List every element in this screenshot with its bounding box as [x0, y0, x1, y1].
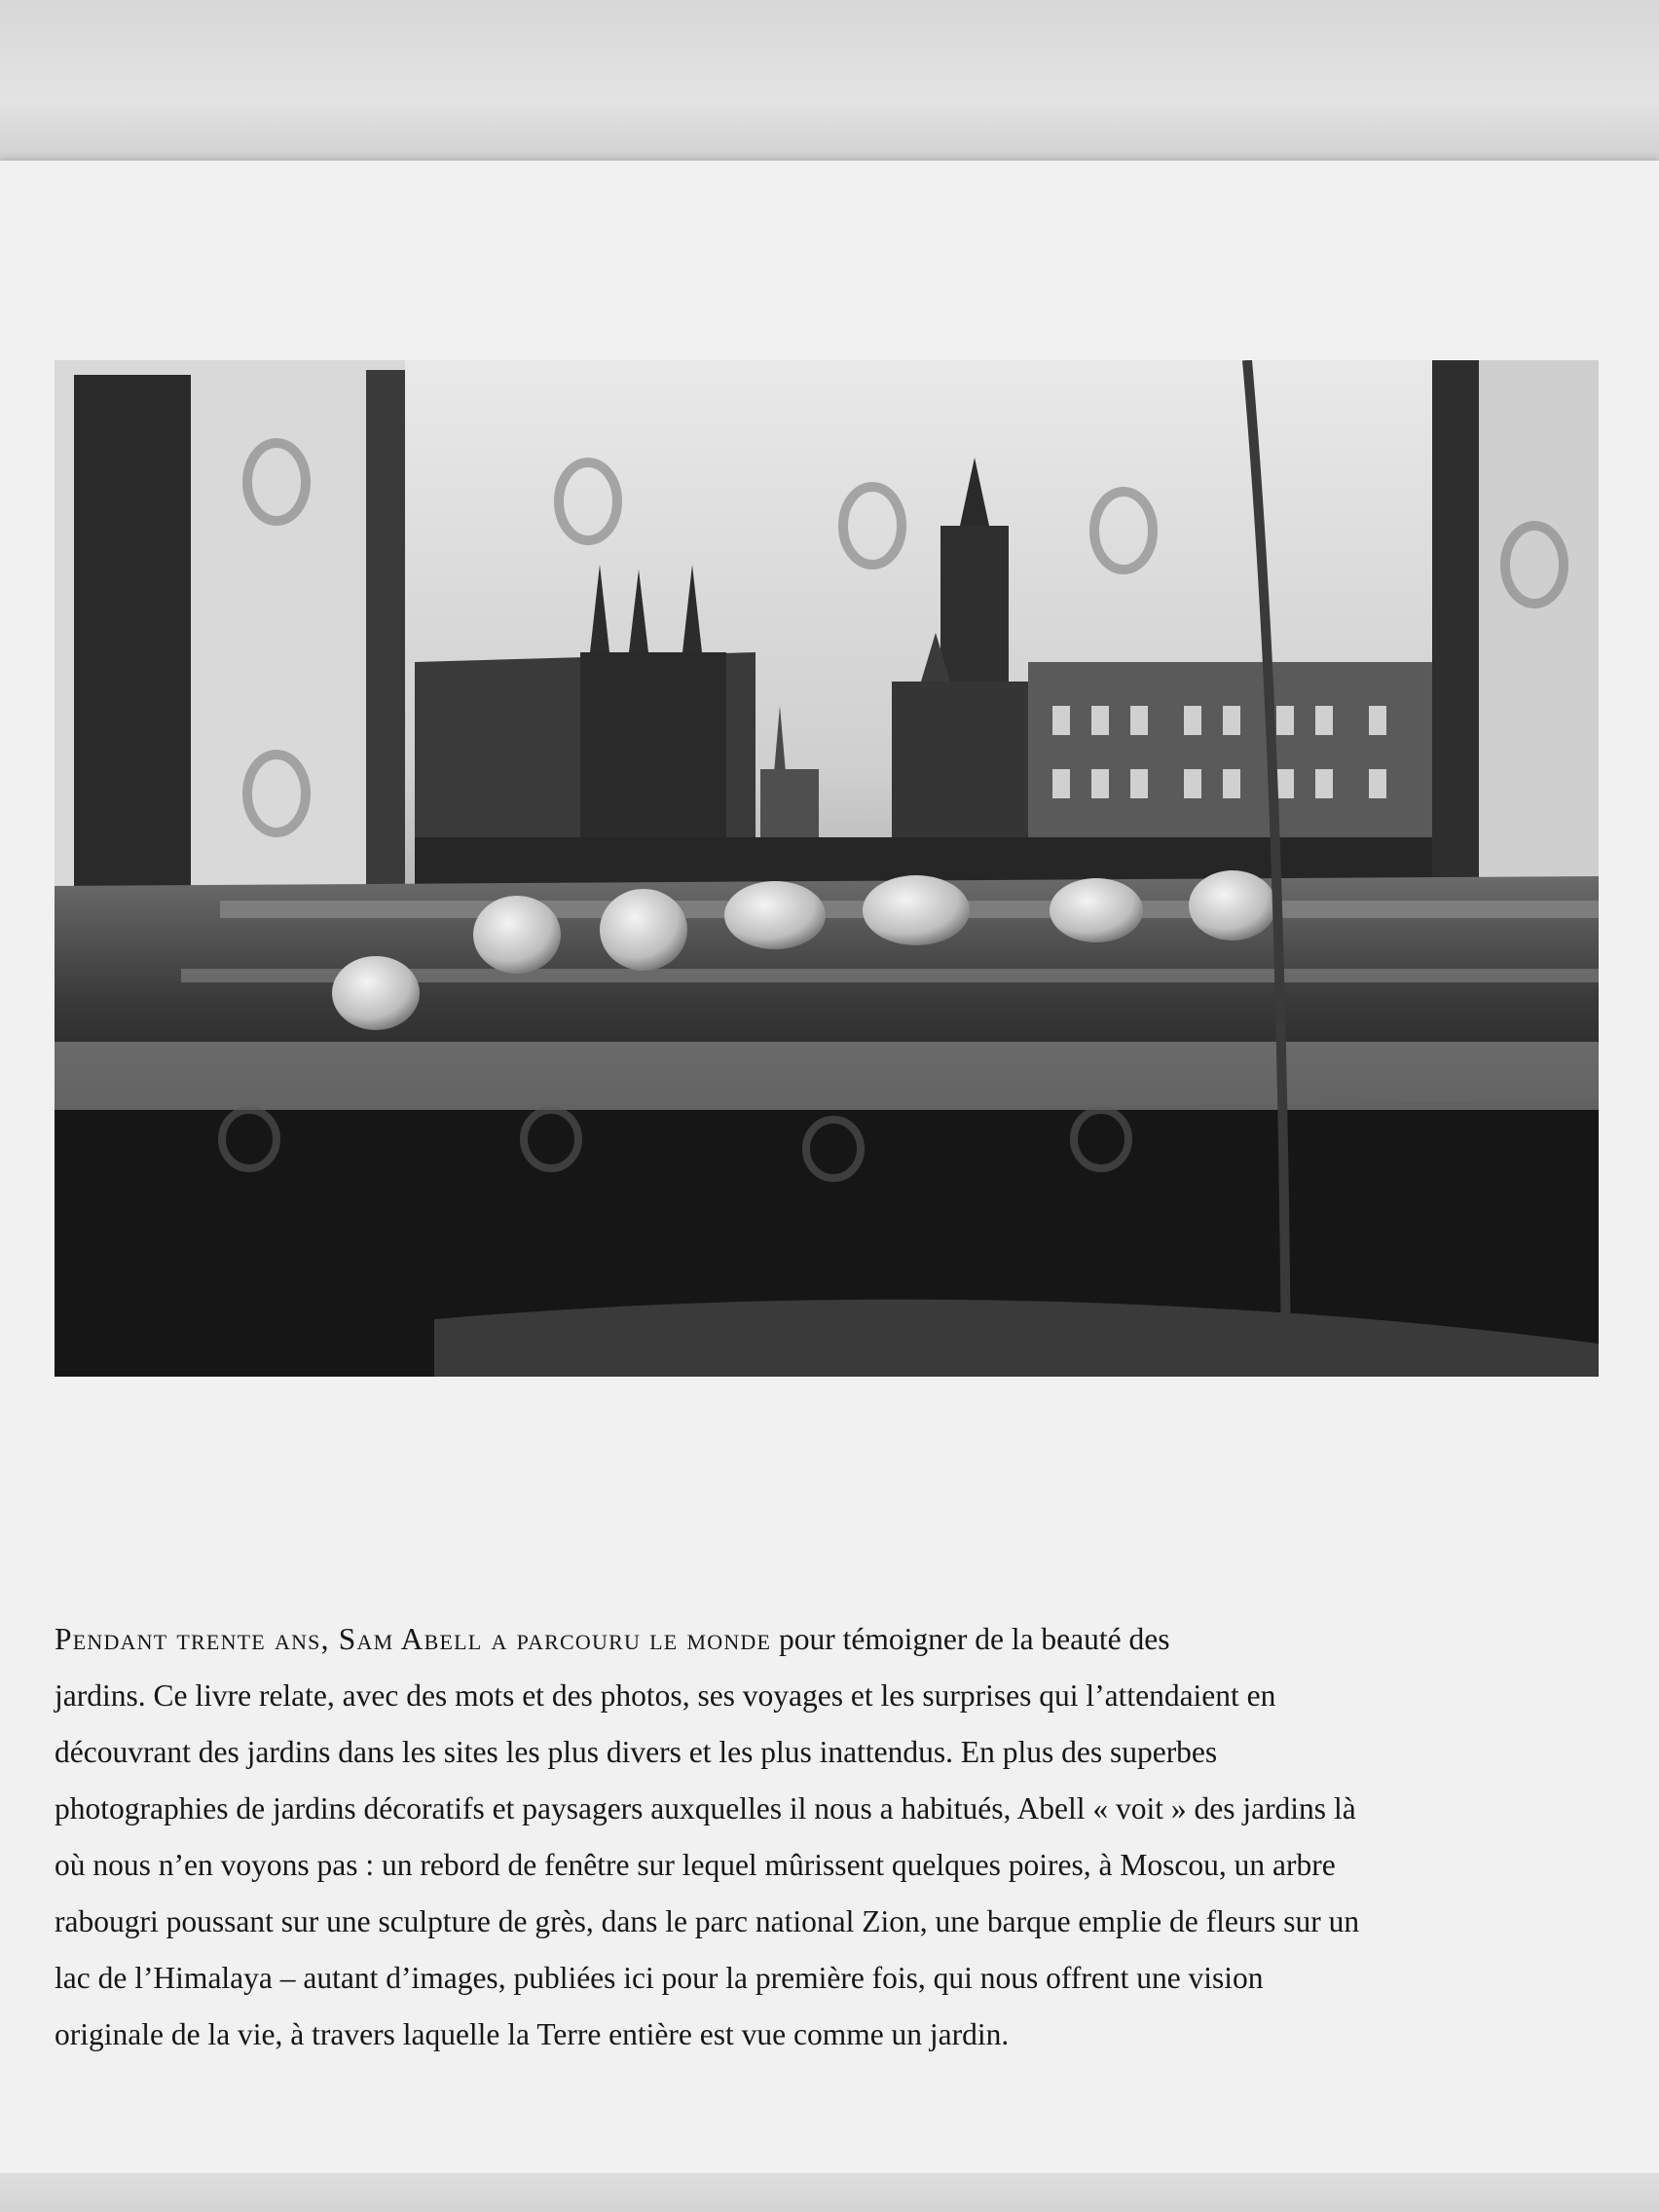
caption-line-4: photographies de jardins décoratifs et paysagers auxquelles il nous a habitués, Abell « voit » des jardins là: [55, 1791, 1356, 1825]
window-pears-photograph: [55, 360, 1599, 1377]
caption-line-text: pour témoigner de la beauté des: [771, 1622, 1170, 1656]
caption-line-5: où nous n’en voyons pas : un rebord de fenêtre sur lequel mûrissent quelques poires, à Moscou, un arbre: [55, 1848, 1336, 1882]
caption-line-1: [55, 1611, 1612, 1668]
caption-lead: Pendant trente ans, Sam Abell a parcouru le monde: [55, 1622, 772, 1656]
book-description: [55, 1611, 1612, 2063]
background-surface: [0, 0, 1659, 166]
caption-line-2: jardins. Ce livre relate, avec des mots et des photos, ses voyages et les surprises qui l’attendaient en: [55, 1678, 1276, 1713]
caption-line-3: découvrant des jardins dans les sites les plus divers et les plus inattendus. En plus des superbes: [55, 1735, 1218, 1769]
caption-line-8: originale de la vie, à travers laquelle la Terre entière est vue comme un jardin.: [55, 2017, 1010, 2051]
caption-line-6: rabougri poussant sur une sculpture de grès, dans le parc national Zion, une barque emplie de fleurs sur un: [55, 1904, 1360, 1938]
caption-line-7: lac de l’Himalaya – autant d’images, publiées ici pour la première fois, qui nous offrent une vision: [55, 1961, 1264, 1995]
page-bottom-edge: [0, 2173, 1659, 2212]
photo-illustration: [55, 360, 1599, 1377]
